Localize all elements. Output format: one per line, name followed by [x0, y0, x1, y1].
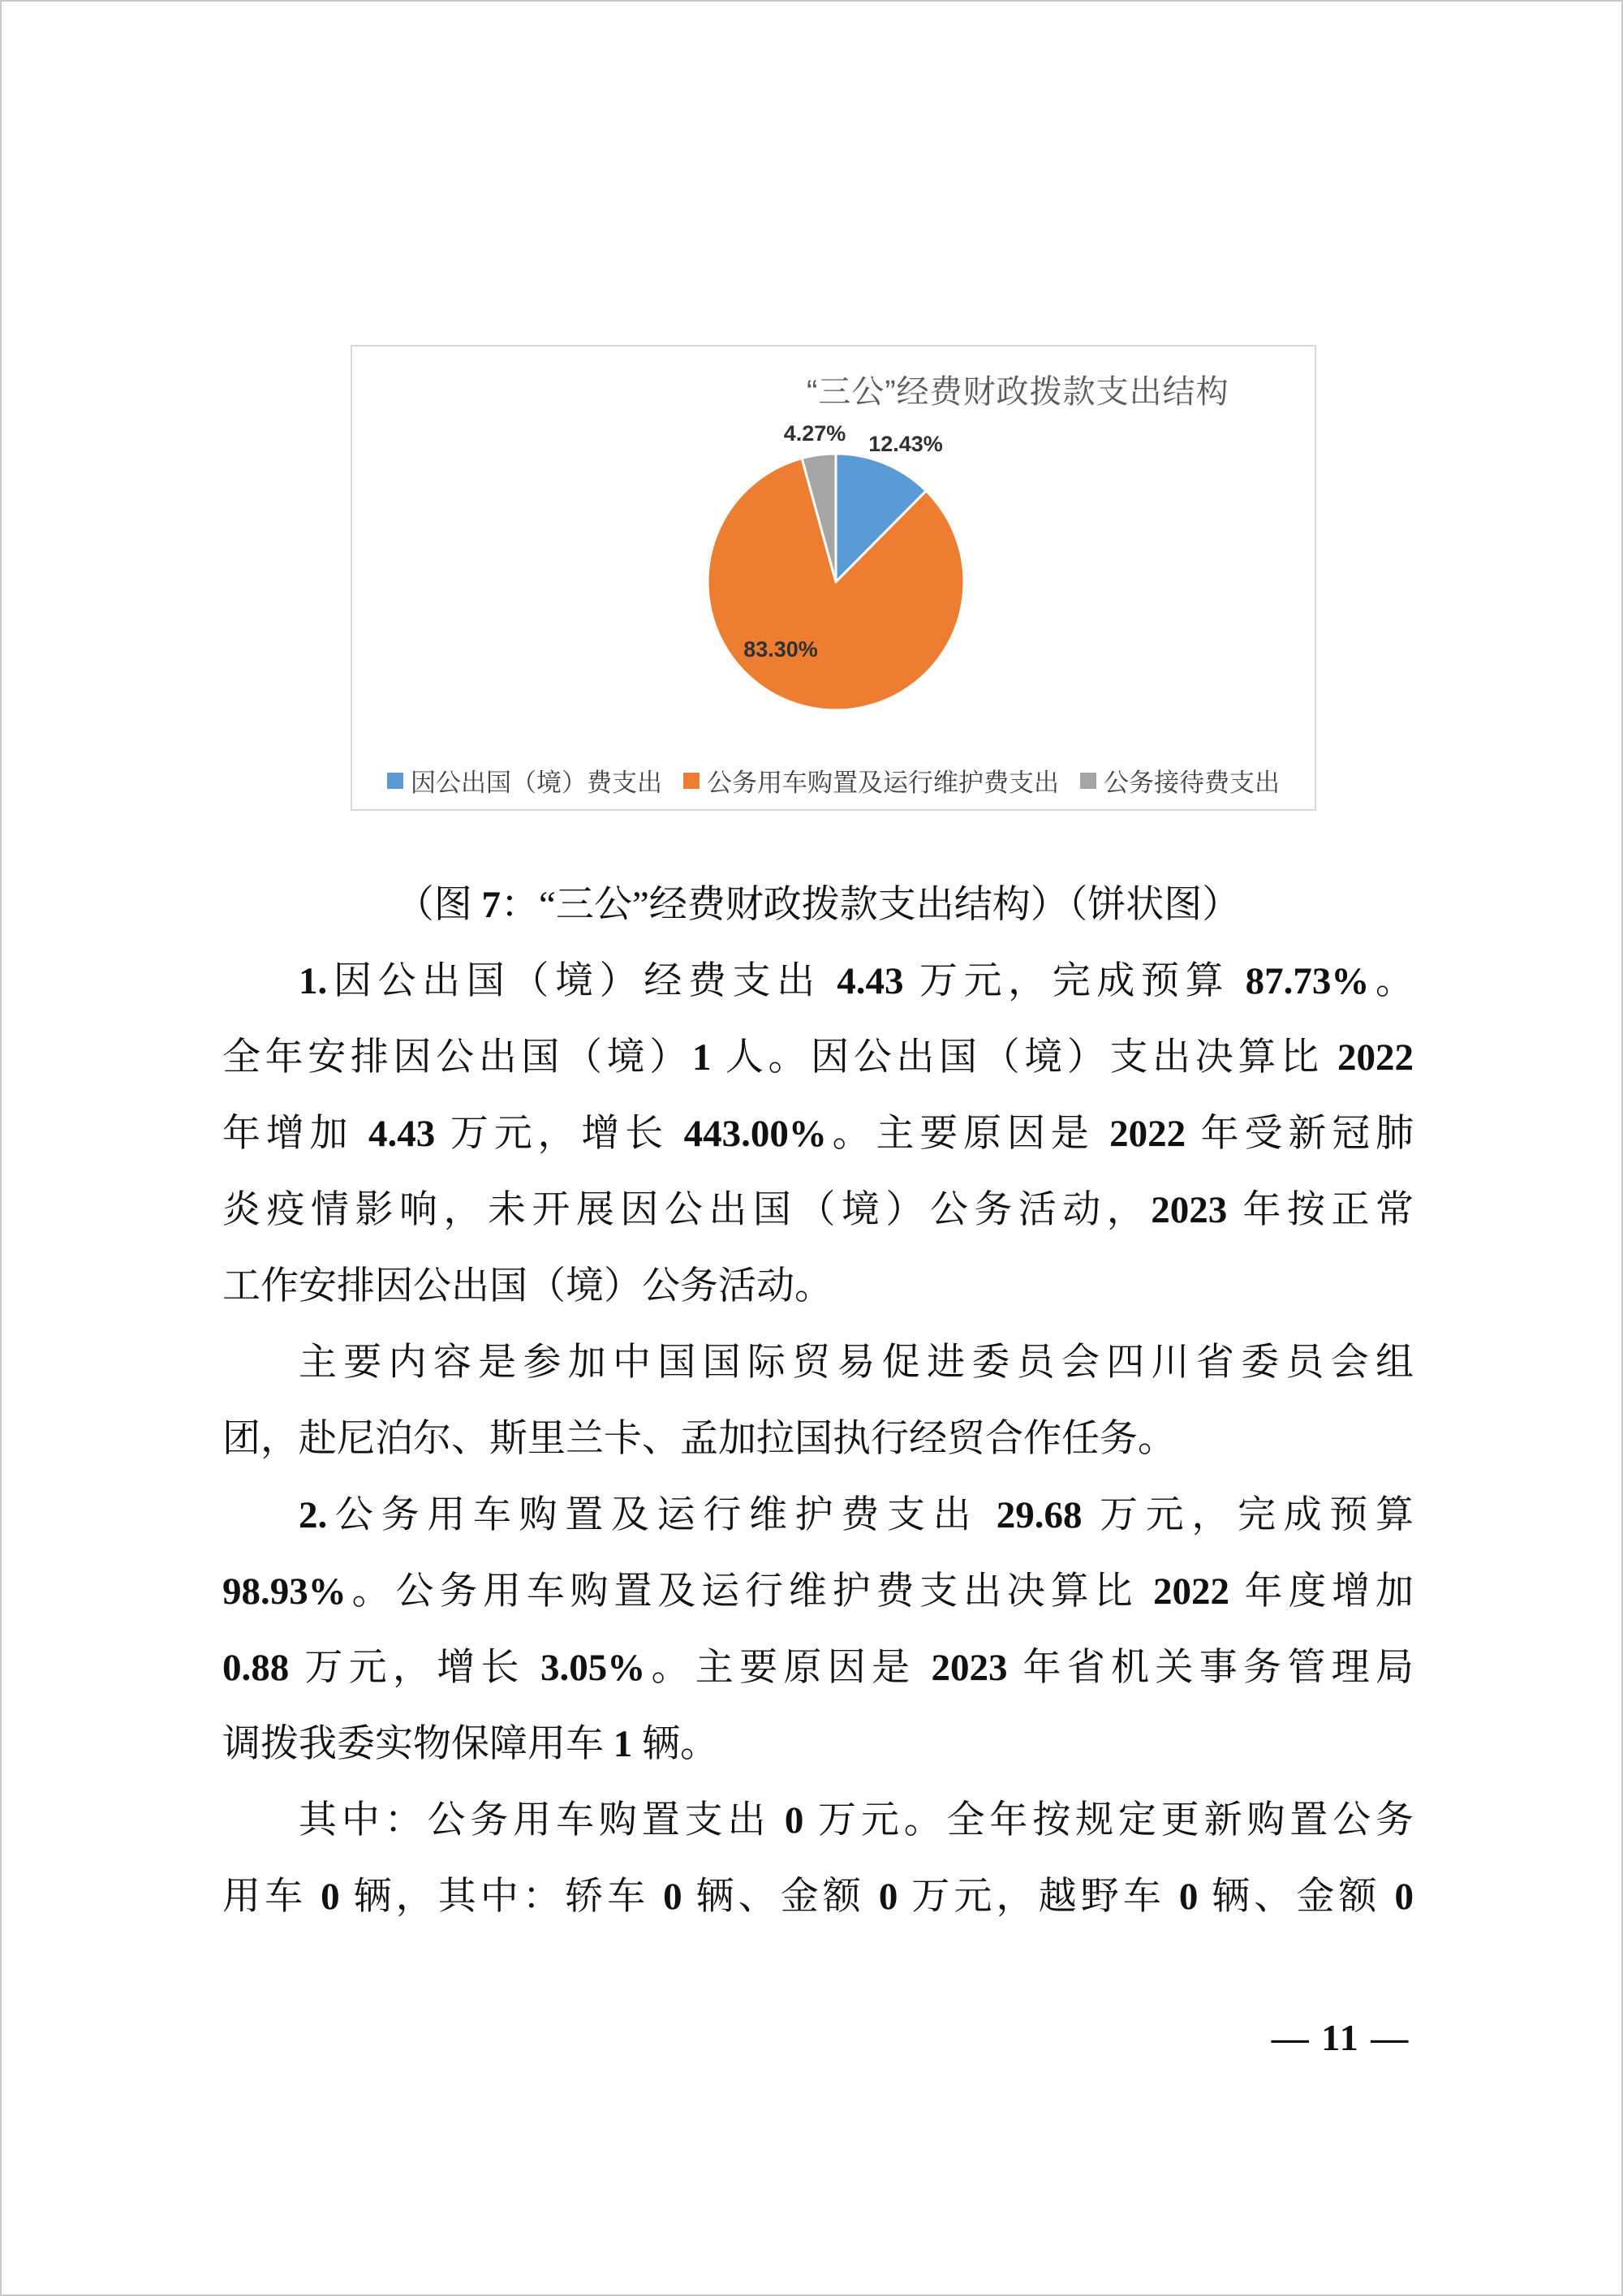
- text-line: [222, 1782, 1414, 1859]
- legend-label: 公务用车购置及运行维护费支出: [707, 769, 1059, 797]
- body-text: [222, 867, 1414, 1935]
- text-line: [222, 1019, 1414, 1096]
- text-segment: （图: [395, 884, 482, 926]
- text-segment: 辆，其中：轿车: [339, 1876, 664, 1918]
- bold-text-segment: 0: [784, 1799, 804, 1842]
- bold-text-segment: 87.73%: [1245, 960, 1370, 1002]
- bold-text-segment: 0: [663, 1876, 682, 1918]
- text-segment: ：“三公”经费财政拨款支出结构）（饼状图）: [501, 884, 1241, 926]
- bold-text-segment: 7: [481, 884, 501, 926]
- text-segment: 调拨我委实物保障用车: [222, 1723, 613, 1765]
- bold-text-segment: 4.43: [368, 1113, 436, 1155]
- bold-text-segment: 2022: [1152, 1570, 1229, 1613]
- legend-label: 因公出国（境）费支出: [411, 769, 662, 797]
- bold-text-segment: 4.43: [837, 960, 904, 1002]
- bold-text-segment: 2022: [1109, 1113, 1186, 1155]
- text-line: [222, 1172, 1414, 1248]
- bold-text-segment: 0.88: [222, 1647, 290, 1689]
- bold-text-segment: 2023: [1151, 1189, 1228, 1231]
- bold-text-segment: 2.: [299, 1494, 328, 1536]
- text-line: [222, 1325, 1414, 1401]
- text-line: [222, 1553, 1414, 1630]
- text-segment: 辆、金额: [1198, 1876, 1395, 1918]
- text-segment: 公务用车购置及运行维护费支出: [327, 1494, 997, 1536]
- pie-chart: [698, 444, 974, 720]
- text-segment: 其中：公务用车购置支出: [299, 1799, 785, 1842]
- text-line: [222, 1096, 1414, 1172]
- text-segment: 全年安排因公出国（境）: [222, 1036, 692, 1079]
- bold-text-segment: 2022: [1337, 1036, 1414, 1079]
- text-segment: 万元。全年按规定更新购置公务: [803, 1799, 1414, 1842]
- data-label-official-reception: 4.27%: [783, 421, 846, 446]
- text-line: [222, 1477, 1414, 1553]
- text-line: [222, 1401, 1414, 1477]
- figure-pie-chart-card: [351, 345, 1316, 811]
- text-line: [222, 1706, 1414, 1782]
- text-segment: 。主要原因是: [826, 1113, 1110, 1155]
- text-segment: 万元，增长: [289, 1647, 540, 1689]
- bold-text-segment: 443.00%: [683, 1113, 827, 1155]
- text-segment: 。: [1369, 960, 1414, 1002]
- legend-swatch-icon: [1080, 773, 1096, 789]
- text-segment: 万元，完成预算: [1082, 1494, 1414, 1536]
- legend-item-1: [683, 762, 1059, 799]
- text-segment: 。主要原因是: [645, 1647, 932, 1689]
- data-label-overseas-travel: 12.43%: [868, 432, 943, 456]
- legend-swatch-icon: [387, 773, 403, 789]
- text-segment: 万元，越野车: [898, 1876, 1179, 1918]
- text-segment: 因公出国（境）经费支出: [327, 960, 837, 1002]
- bold-text-segment: 1: [691, 1036, 712, 1079]
- bold-text-segment: 0: [1178, 1876, 1199, 1918]
- text-segment: 年受新冠肺: [1186, 1113, 1414, 1155]
- text-segment: 万元，完成预算: [903, 960, 1246, 1002]
- text-segment: 辆。: [632, 1723, 718, 1765]
- bold-text-segment: 1.: [299, 960, 328, 1002]
- bold-text-segment: 1: [613, 1723, 633, 1765]
- text-segment: 辆、金额: [682, 1876, 879, 1918]
- text-line: [222, 1248, 1414, 1325]
- bold-text-segment: 0: [321, 1876, 340, 1918]
- pie-chart-svg: [698, 444, 974, 720]
- text-segment: 年度增加: [1229, 1570, 1414, 1613]
- legend-item-0: [387, 762, 662, 799]
- chart-legend: [352, 762, 1315, 799]
- text-line: [222, 1859, 1414, 1935]
- text-line: [222, 943, 1414, 1019]
- text-segment: 炎疫情影响，未开展因公出国（境）公务活动，: [222, 1189, 1152, 1231]
- text-segment: 团，赴尼泊尔、斯里兰卡、孟加拉国执行经贸合作任务。: [222, 1418, 1176, 1460]
- bold-text-segment: 3.05%: [540, 1647, 646, 1689]
- bold-text-segment: 0: [878, 1876, 898, 1918]
- bold-text-segment: 98.93%: [222, 1570, 347, 1613]
- bold-text-segment: 2023: [931, 1647, 1008, 1689]
- text-segment: 。公务用车购置及运行维护费支出决算比: [346, 1570, 1153, 1613]
- legend-item-2: [1080, 762, 1280, 799]
- text-segment: 年省机关事务管理局: [1007, 1647, 1414, 1689]
- page-number: — 11 —: [1271, 2017, 1410, 2058]
- bold-text-segment: 0: [1394, 1876, 1414, 1918]
- text-segment: 用车: [222, 1876, 321, 1918]
- text-segment: 主要内容是参加中国国际贸易促进委员会四川省委员会组: [299, 1342, 1414, 1384]
- text-line: [222, 1630, 1414, 1706]
- figure-caption: [222, 867, 1414, 943]
- text-segment: 工作安排因公出国（境）公务活动。: [222, 1265, 833, 1307]
- bold-text-segment: 29.68: [996, 1494, 1083, 1536]
- legend-swatch-icon: [683, 773, 700, 789]
- legend-label: 公务接待费支出: [1104, 769, 1280, 797]
- text-segment: 万元，增长: [435, 1113, 684, 1155]
- data-label-official-vehicles: 83.30%: [743, 637, 818, 661]
- text-segment: 年增加: [222, 1113, 369, 1155]
- chart-title: “三公”经费财政拨款支出结构: [807, 374, 1229, 410]
- text-segment: 人。因公出国（境）支出决算比: [711, 1036, 1338, 1079]
- text-segment: 年按正常: [1227, 1189, 1414, 1231]
